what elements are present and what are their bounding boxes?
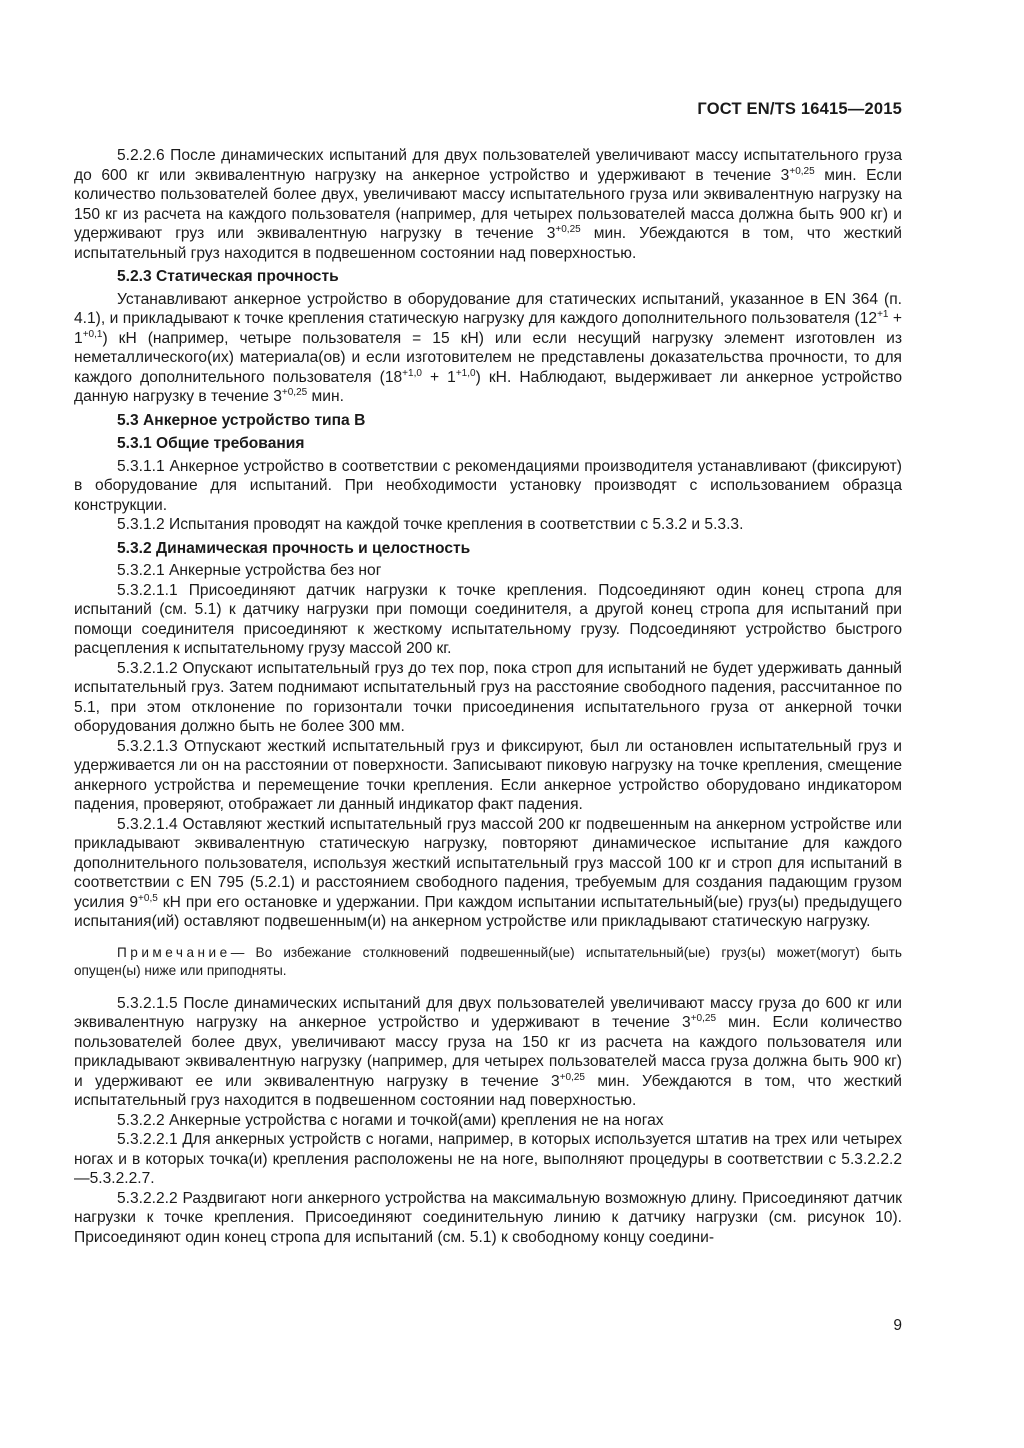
- heading-5-2-3: 5.2.3 Статическая прочность: [117, 268, 339, 285]
- text-run: кН при его остановке и удержании. При каждом испытании испытательный(ые) груз(ы) предыдущего испытания(ий) оставляют подвешенным(и) на анкерном устройстве или прикладывают статическую нагрузку.: [74, 893, 902, 930]
- text-run: 5.2.2.6 После динамических испытаний для двух пользователей увеличивают массу испытательного груза до 600 кг или эквивалентную нагрузку на анкерное устройство и удерживают в течение 3: [74, 147, 902, 184]
- superscript: +0,25: [789, 165, 815, 177]
- paragraph-static-strength: [74, 290, 902, 407]
- note-label: Примечание: [117, 944, 231, 960]
- text-run: Устанавливают анкерное устройство в оборудование для статических испытаний, указанное в EN 364 (п. 4.1), и прикладывают к точке крепления статическую нагрузку для каждого дополнительного пользователя (12: [74, 290, 902, 327]
- superscript: +0,25: [559, 1071, 585, 1083]
- text-run: + 1: [74, 310, 902, 347]
- text-run: мин. Убеждаются в том, что жесткий испытательный груз находится в подвешенном состоянии над поверхностью.: [74, 1072, 903, 1109]
- paragraph-5-3-2-1-1: 5.3.2.1.1 Присоединяют датчик нагрузки к точке крепления. Подсоединяют один конец стропа для испытаний (см. 5.1) к датчику нагрузки при помощи соединителя, а другой конец стропа для испытаний при помощи соединителя присоединяют к жесткому испытательному грузу. Подсоединяют устройство быстрого расцепления к испытательному грузу массой 200 кг.: [74, 581, 902, 657]
- superscript: +0,25: [281, 387, 308, 398]
- heading-5-3-1: 5.3.1 Общие требования: [117, 435, 305, 452]
- superscript: +0,5: [138, 892, 158, 904]
- note-text: — Во избежание столкновений подвешенный(ые) испытательный(ые) груз(ы) может(могут) быть опущен(ы) ниже или приподняты.: [74, 944, 902, 978]
- paragraph-5-3-2-2-2: 5.3.2.2.2 Раздвигают ноги анкерного устройства на максимальную возможную длину. Присоединяют датчик нагрузки к точке крепления. Присоединяют соединительную линию к датчику нагрузки (см. рисунок 10). Присоединяют один конец стропа для испытаний (см. 5.1) к свободному концу соедини-: [74, 1189, 902, 1246]
- text-run: ) кН (например, четыре пользователя = 15 кН) или если несущий нагрузку элемент изготовлен из неметаллического(их) материала(ов) и если изготовителем не представлены доказательства прочности, то для каждого дополнительного пользователя (18: [74, 329, 902, 386]
- text-run: мин. Убеждаются в том, что жесткий испытательный груз находится в подвешенном состоянии над поверхностью.: [74, 225, 902, 262]
- superscript: +1: [877, 309, 889, 320]
- superscript: +0,25: [690, 1013, 717, 1024]
- text-run: мин. Если количество пользователей более двух, увеличивают массу груза на 150 кг из расчета на каждого пользователя или прикладывают эквивалентную нагрузку (например, для четырех пользователей масса груза должна быть 900 кг) и удерживают ее или эквивалентную нагрузку в течение 3: [74, 1014, 903, 1090]
- paragraph-5-3-2-1-4: [74, 815, 902, 932]
- superscript: +1,0: [455, 367, 476, 379]
- paragraph-5-3-2-1-5: [74, 994, 902, 1111]
- text-run: 5.3.2.1.4 Оставляют жесткий испытательный груз массой 200 кг подвешенным на анкерном устройстве или прикладывают эквивалентную статическую нагрузку, повторяют динамическое испытание для каждого дополнительного пользователя, используя жесткий испытательный груз массой 100 кг и строп для испытаний в соответствии с EN 795 (5.2.1) и расстоянием свободного падения, требуемым для создания падающим грузом усилия 9: [74, 815, 902, 911]
- heading-5-3-2: 5.3.2 Динамическая прочность и целостность: [117, 539, 471, 557]
- text-run: + 1: [421, 368, 456, 386]
- heading-5-3: 5.3 Анкерное устройство типа В: [117, 411, 366, 429]
- paragraph-5-3-2-2-1: 5.3.2.2.1 Для анкерных устройств с ногами, например, в которых используется штатив на трех или четырех ногах и в которых точка(и) крепления расположены не на ноге, выполняют процедуры в соответствии с 5.3.2.2.2—5.3.2.2.7.: [74, 1131, 902, 1187]
- text-run: мин. Если количество пользователей более двух, увеличивают массу испытательного груза или эквивалентную нагрузку на 150 кг из расчета на каждого пользователя (например, для четырех пользователей масса должна быть 900 кг) и удерживают груз или эквивалентную нагрузку в течение 3: [74, 166, 902, 242]
- paragraph-5-3-1-1: 5.3.1.1 Анкерное устройство в соответствии с рекомендациями производителя устанавливают (фиксируют) в оборудование для испытаний. При необходимости установку производят с использованием образца конструкции.: [74, 457, 902, 514]
- paragraph-5-3-2-2: 5.3.2.2 Анкерные устройства с ногами и точкой(ами) крепления не на ногах: [117, 1111, 664, 1129]
- text-run: мин.: [307, 388, 344, 405]
- superscript: +0,25: [555, 224, 581, 235]
- paragraph-5-3-2-1: 5.3.2.1 Анкерные устройства без ног: [117, 562, 382, 579]
- note: [74, 944, 902, 980]
- paragraph-5-3-2-1-2: 5.3.2.1.2 Опускают испытательный груз до тех пор, пока строп для испытаний не будет удерживать данный испытательный груз. Затем поднимают испытательный груз на расстояние свободного падения, рассчитанное по 5.1, при этом отклонение по горизонтали точки присоединения испытательного груза от анкерной точки оборудования должно быть не более 300 мм.: [74, 659, 902, 735]
- superscript: +1,0: [402, 367, 422, 379]
- document-body: [74, 146, 902, 1247]
- standard-header: ГОСТ EN/TS 16415—2015: [697, 100, 902, 118]
- text-run: ) кН. Наблюдают, выдерживает ли анкерное устройство данную нагрузку в течение 3: [74, 368, 902, 405]
- text-run: 5.3.2.1.5 После динамических испытаний для двух пользователей увеличивают массу груза до 600 кг или эквивалентную нагрузку на анкерное устройство и удерживают в течение 3: [74, 994, 902, 1031]
- page-number: 9: [893, 1317, 902, 1334]
- paragraph-5-2-2-6: [74, 146, 902, 263]
- paragraph-5-3-2-1-3: 5.3.2.1.3 Отпускают жесткий испытательный груз и фиксируют, был ли остановлен испытательный груз и удерживается ли он на расстоянии от поверхности. Записывают пиковую нагрузку на точке крепления, смещение анкерного устройства и перемещение точки крепления. Если анкерное устройство оборудовано индикатором падения, проверяют, отображает ли данный индикатор факт падения.: [74, 737, 902, 813]
- paragraph-5-3-1-2: 5.3.1.2 Испытания проводят на каждой точке крепления в соответствии с 5.3.2 и 5.3.3.: [117, 516, 744, 533]
- superscript: +0,1: [82, 328, 103, 340]
